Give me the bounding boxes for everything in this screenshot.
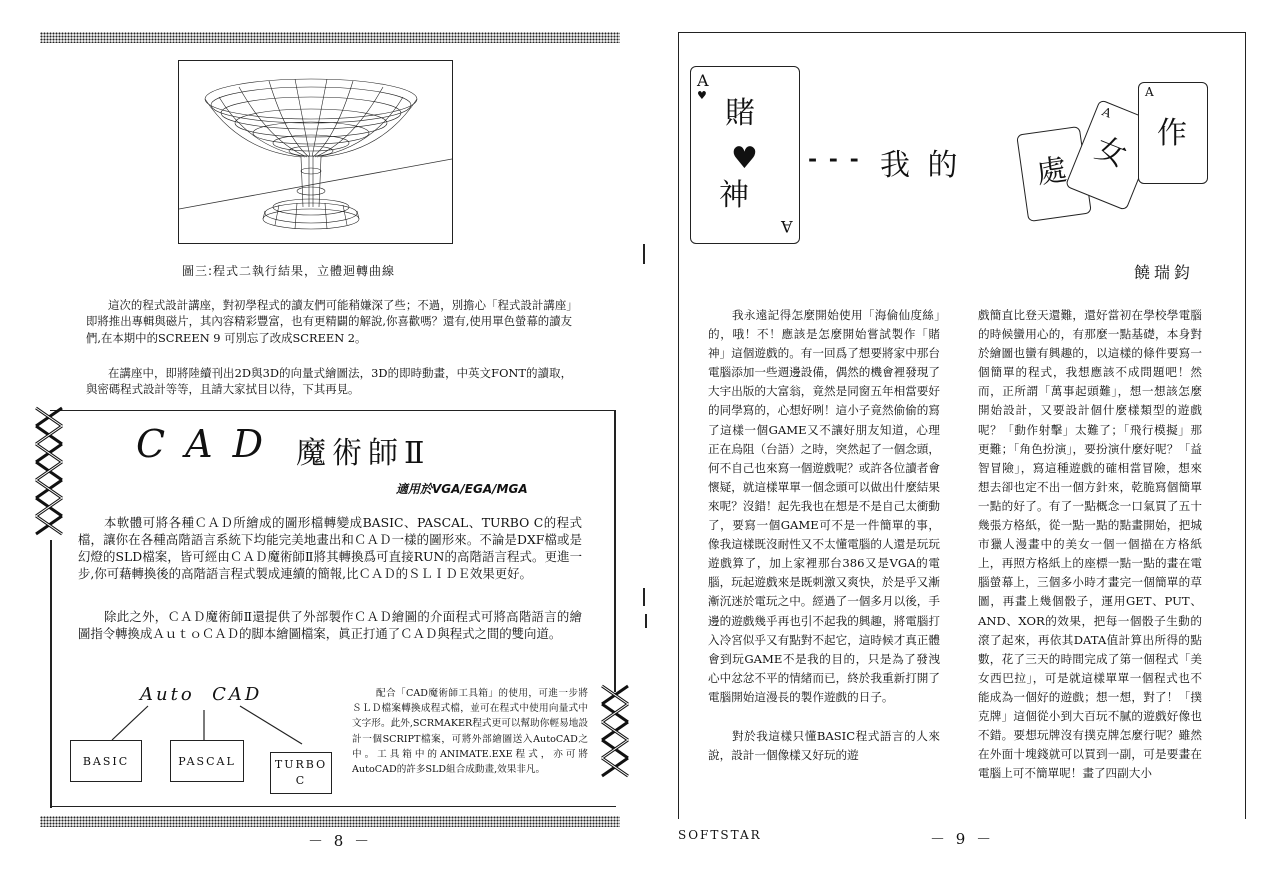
bottom-dotted-rule-left	[40, 816, 620, 827]
figure-caption: 圖三:程式二執行結果，立體迴轉曲線	[182, 264, 396, 278]
page-number-9: － 9 －	[930, 830, 995, 848]
card-text-top: 賭	[725, 96, 755, 131]
card-rank-top: A	[697, 71, 709, 90]
celtic-knot-ornament-left	[34, 404, 64, 542]
ad-paragraph-2: 除此之外，ＣＡＤ魔術師Ⅱ還提供了外部製作ＣＡＤ繪圖的介面程式可將高階語言的繪圖指令轉換成ＡｕｔｏＣＡＤ的脚本繪圖檔案，眞正打通了ＣＡＤ與程式之間的雙向道。	[78, 609, 582, 641]
diagram-node-turbo-c: TURBO C	[270, 752, 332, 794]
diagram-node-basic: BASIC	[70, 740, 142, 782]
gutter-mark-mid2	[645, 614, 647, 628]
card-zuo	[1138, 82, 1208, 184]
card-zuo-rank: A	[1145, 85, 1154, 99]
ad-right-border	[614, 410, 616, 692]
diagram-node-pascal: PASCAL	[170, 740, 244, 782]
page-number-8: － 8 －	[308, 832, 373, 850]
top-dotted-rule-left	[40, 32, 620, 43]
ad-subtitle: 適用於VGA/EGA/MGA	[396, 482, 528, 496]
title-middle: 我 的	[880, 148, 962, 183]
ace-card-left	[690, 66, 800, 244]
ad-title-cjk: 魔術師Ⅱ	[296, 436, 431, 471]
card-chu-text: 處	[1034, 152, 1069, 192]
intro-paragraph-1: 這次的程式設計講座，對初學程式的讀友們可能稍嫌深了些；不過，別擔心「程式設計講座」即將推出專輯與磁片，其內容精彩豐富，也有更精闢的解說,你喜歡嗎？還有,使用單色螢幕的讀友們,在本期中的SCREEN 9 可別忘了改成SCREEN 2。	[86, 298, 572, 345]
heart-icon-small: ♥	[697, 89, 707, 102]
author-name: 饒瑞鈞	[1134, 263, 1195, 282]
card-nu-rank: A	[1100, 104, 1114, 121]
article-column-1	[708, 306, 940, 765]
footer-brand-softstar: SOFTSTAR	[678, 828, 762, 842]
article-column-2: 戲簡直比登天還難，還好當初在學校學電腦的時候蠻用心的，有那麼一點基礎，本身對於繪圖也蠻有興趣的，以這樣的條件要寫一個簡單的程式，我想應該不成問題吧！然而，正所謂「萬事起頭難」，想一想該怎麼開始設計，又要設計個什麼樣類型的遊戲呢？「動作射擊」太難了；「飛行模擬」那更難；「角色扮演」，要扮演什麼好呢？「益智冒險」，寫這種遊戲的確相當冒險，想來想去卻也定不出一個方針來，乾脆寫個簡單一點的好了。有了一點概念一口氣買了五十幾張方格紙，從一點一點的點畫開始，把城市獵人漫畫中的美女一個一個描在方格紙上，再照方格紙上的座標一點一點的畫在電腦螢幕上，三個多小時才畫完一個簡單的草圖，再畫上幾個骰子，運用GET、PUT、AND、XOR的效果，把每一個骰子生動的滾了起來，再依其DATA值計算出所得的點數，花了三天的時間完成了第一個程式「美女西巴拉」，可是就這樣單單一個程式也不能成為一個好的遊戲；想一想，對了！「撲克牌」這個從小到大百玩不膩的遊戲好像也不錯。要想玩牌沒有撲克牌怎麼行呢？雖然在外面十塊錢就可以買到一副，可是要畫在電腦上可不簡單呢！畫了四副大小	[978, 308, 1202, 781]
card-nu-text: 女	[1090, 130, 1132, 175]
cad-magician-ad	[50, 410, 616, 808]
ad-title-latin: C A D	[136, 422, 268, 466]
figure-goblet-3d	[178, 60, 453, 244]
card-rank-bottom: A	[781, 217, 793, 236]
article-col1-para-2: 對於我這樣只懂BASIC程式語言的人來說，設計一個像樣又好玩的遊	[708, 728, 940, 763]
gutter-mark-top	[643, 244, 645, 264]
heart-icon-large: ♥	[731, 141, 758, 176]
card-zuo-text: 作	[1157, 116, 1187, 151]
diagram-root-autocad: Auto CAD	[140, 684, 263, 705]
article-col1-para-1: 我永遠記得怎麼開始使用「海倫仙度絲」的，哦！不！應該是怎麼開始嘗試製作「賭神」這個遊戲的。有一回爲了想要將家中那台電腦添加一些週邊設備，偶然的機會裡發現了大宇出版的大富翁，竟然是同窗五年相當要好的同學寫的，心想好咧！這小子竟然偷偷的寫了這樣一個GAME又不讓好朋友知道，心理正在烏阻（台語）之時，突然起了一個念頭，何不自己也來寫一個遊戲呢？或許各位讀者會懷疑，就這樣單單一個念頭可以做出什麼結果來呢？沒錯！起先我也在想是不是自己太衝動了，要寫一個GAME可不是一件簡單的事，像我這樣既沒耐性又不太懂電腦的人還是玩玩遊戲算了，加上家裡那台386又是VGA的電腦，玩起遊戲來是既刺激又爽快，於是乎又漸漸沉迷於電玩之中。經過了一個多月以後，手邊的遊戲幾乎再也引不起我的興趣，將電腦打入冷宮似乎又有點對不起它，這時候才真正體會到玩GAME不是我的目的，只是為了發洩心中忿忿不平的情緒而已，終於我重新打開了電腦開始這漫長的製作遊戲的日子。	[708, 308, 940, 704]
ad-paragraph-1: 本軟體可將各種ＣＡＤ所繪成的圖形檔轉變成BASIC、PASCAL、TURBO C的程式檔，讓你在各種高階語言系統下均能完美地畫出和ＣＡＤ一樣的圖形來。不論是DXF檔或是幻燈的SLD檔案，皆可經由ＣＡＤ魔術師Ⅱ將其轉換爲可直接RUN的高階語言程式。更進一步,你可藉轉換後的高階語言程式製成連續的簡報,比ＣＡＤ的ＳＬＩＤＥ效果更好。	[78, 515, 582, 581]
celtic-knot-ornament-right	[600, 682, 630, 792]
gutter-mark-mid	[643, 588, 645, 606]
intro-paragraph-2: 在講座中，即將陸續刊出2D與3D的向量式繪圖法，3D的即時動畫，中英文FONT的讀取，與密碼程式設計等等，且請大家拭目以待，下其再見。	[86, 366, 572, 397]
ad-side-note: 配合「CAD魔術師工具箱」的使用，可進一步將ＳＬＤ檔案轉換成程式檔，並可在程式中使用向量式中文字形。此外,SCRMAKER程式更可以幫助你輕易地設計一個SCRIPT檔案，可將外部繪圖送入AutoCAD之中。工具箱中的ANIMATE.EXE程式，亦可將AutoCAD的許多SLD組合成動畫,效果非凡。	[352, 688, 588, 776]
card-text-bottom: 神	[719, 178, 749, 213]
title-dashes: - - -	[808, 146, 861, 172]
goblet-wireframe-image	[179, 61, 452, 243]
